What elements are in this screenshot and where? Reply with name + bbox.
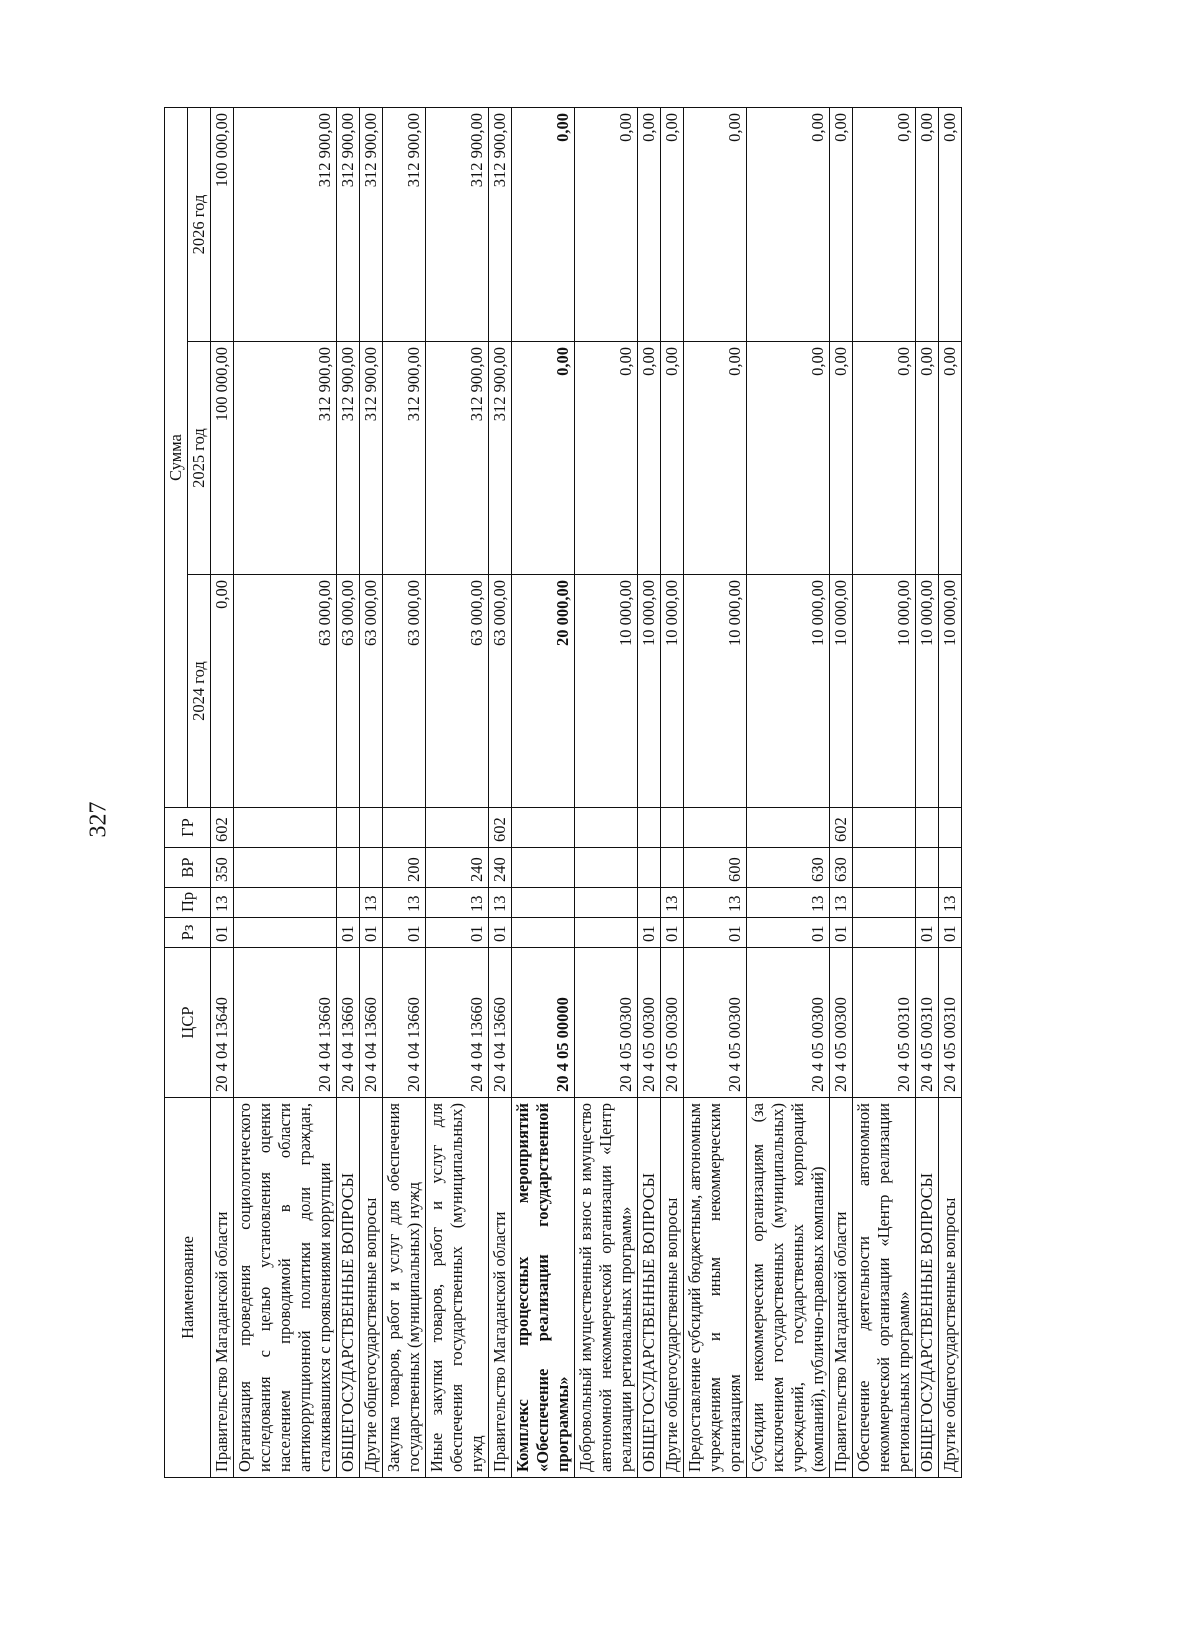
table-row bbox=[426, 107, 489, 1477]
cell-amount-2025: 312 900,00 bbox=[234, 342, 337, 575]
cell-name: ОБЩЕГОСУДАРСТВЕННЫЕ ВОПРОСЫ bbox=[916, 1098, 939, 1478]
cell-rz: 01 bbox=[383, 918, 426, 948]
cell-vr bbox=[916, 848, 939, 888]
cell-amount-2024: 63 000,00 bbox=[360, 575, 383, 808]
cell-amount-2026: 0,00 bbox=[939, 107, 962, 341]
cell-gr bbox=[383, 808, 426, 848]
cell-pr: 13 bbox=[426, 888, 489, 918]
cell-name: Правительство Магаданской области bbox=[211, 1098, 234, 1478]
cell-rz: 01 bbox=[489, 918, 512, 948]
rotated-page-content bbox=[164, 108, 1044, 1478]
table-row bbox=[211, 107, 234, 1477]
cell-vr bbox=[337, 848, 360, 888]
cell-gr bbox=[234, 808, 337, 848]
table-row bbox=[383, 107, 426, 1477]
cell-pr: 13 bbox=[684, 888, 747, 918]
cell-amount-2025: 312 900,00 bbox=[360, 342, 383, 575]
header-csr: ЦСР bbox=[165, 948, 211, 1098]
cell-vr: 240 bbox=[489, 848, 512, 888]
cell-pr: 13 bbox=[360, 888, 383, 918]
cell-gr bbox=[684, 808, 747, 848]
table-row bbox=[853, 107, 916, 1477]
cell-csr: 20 4 04 13660 bbox=[337, 948, 360, 1098]
cell-amount-2025: 0,00 bbox=[512, 342, 575, 575]
cell-gr bbox=[638, 808, 661, 848]
cell-amount-2024: 63 000,00 bbox=[234, 575, 337, 808]
table-row bbox=[234, 107, 337, 1477]
cell-vr: 350 bbox=[211, 848, 234, 888]
cell-vr: 630 bbox=[747, 848, 830, 888]
cell-name: Предоставление субсидий бюджетным, автономным учреждениям и иным некоммерческим организациям bbox=[684, 1098, 747, 1478]
table-row bbox=[360, 107, 383, 1477]
table-row bbox=[489, 107, 512, 1477]
table-row bbox=[512, 107, 575, 1477]
cell-name: Закупка товаров, работ и услуг для обеспечения государственных (муниципальных) нужд bbox=[383, 1098, 426, 1478]
cell-amount-2026: 312 900,00 bbox=[383, 107, 426, 341]
cell-rz: 01 bbox=[916, 918, 939, 948]
cell-rz: 01 bbox=[661, 918, 684, 948]
cell-amount-2024: 20 000,00 bbox=[512, 575, 575, 808]
cell-amount-2024: 10 000,00 bbox=[575, 575, 638, 808]
cell-name: Правительство Магаданской области bbox=[489, 1098, 512, 1478]
cell-amount-2025: 0,00 bbox=[575, 342, 638, 575]
header-row-top bbox=[165, 107, 188, 1477]
cell-name: Добровольный имущественный взнос в имущество автономной некоммерческой организации «Центр реализации региональных программ» bbox=[575, 1098, 638, 1478]
cell-pr: 13 bbox=[383, 888, 426, 918]
cell-rz: 01 bbox=[684, 918, 747, 948]
cell-csr: 20 4 04 13660 bbox=[383, 948, 426, 1098]
cell-amount-2024: 10 000,00 bbox=[830, 575, 853, 808]
cell-gr bbox=[661, 808, 684, 848]
cell-csr: 20 4 05 00300 bbox=[575, 948, 638, 1098]
cell-csr: 20 4 05 00300 bbox=[684, 948, 747, 1098]
page-number: 327 bbox=[85, 801, 112, 838]
cell-amount-2024: 63 000,00 bbox=[337, 575, 360, 808]
table-row bbox=[830, 107, 853, 1477]
cell-amount-2024: 10 000,00 bbox=[853, 575, 916, 808]
cell-name: ОБЩЕГОСУДАРСТВЕННЫЕ ВОПРОСЫ bbox=[638, 1098, 661, 1478]
cell-vr bbox=[360, 848, 383, 888]
cell-csr: 20 4 05 00310 bbox=[916, 948, 939, 1098]
cell-amount-2026: 0,00 bbox=[853, 107, 916, 341]
cell-pr bbox=[853, 888, 916, 918]
cell-vr bbox=[661, 848, 684, 888]
cell-rz bbox=[853, 918, 916, 948]
cell-name: Организация проведения социологического исследования с целью установления оценки населением проводимой в области антикоррупционной политики доли граждан, сталкивавшихся с проявлениями коррупции bbox=[234, 1098, 337, 1478]
cell-name: Другие общегосударственные вопросы bbox=[360, 1098, 383, 1478]
cell-amount-2025: 312 900,00 bbox=[337, 342, 360, 575]
cell-csr: 20 4 05 00310 bbox=[939, 948, 962, 1098]
cell-rz: 01 bbox=[360, 918, 383, 948]
cell-amount-2025: 312 900,00 bbox=[489, 342, 512, 575]
cell-vr bbox=[234, 848, 337, 888]
cell-vr: 240 bbox=[426, 848, 489, 888]
cell-csr: 20 4 04 13660 bbox=[489, 948, 512, 1098]
cell-amount-2026: 0,00 bbox=[512, 107, 575, 341]
cell-gr: 602 bbox=[489, 808, 512, 848]
cell-pr bbox=[638, 888, 661, 918]
table-row bbox=[939, 107, 962, 1477]
cell-pr: 13 bbox=[830, 888, 853, 918]
header-name: Наименование bbox=[165, 1098, 211, 1478]
cell-vr: 630 bbox=[830, 848, 853, 888]
cell-pr: 13 bbox=[661, 888, 684, 918]
cell-amount-2025: 0,00 bbox=[661, 342, 684, 575]
header-year-2026: 2026 год bbox=[188, 107, 211, 341]
cell-amount-2024: 0,00 bbox=[211, 575, 234, 808]
cell-csr: 20 4 04 13660 bbox=[234, 948, 337, 1098]
cell-amount-2024: 63 000,00 bbox=[426, 575, 489, 808]
cell-amount-2026: 312 900,00 bbox=[489, 107, 512, 341]
cell-amount-2026: 312 900,00 bbox=[337, 107, 360, 341]
cell-amount-2025: 0,00 bbox=[638, 342, 661, 575]
cell-name: Другие общегосударственные вопросы bbox=[661, 1098, 684, 1478]
cell-amount-2026: 0,00 bbox=[638, 107, 661, 341]
cell-gr bbox=[939, 808, 962, 848]
cell-pr: 13 bbox=[489, 888, 512, 918]
cell-name: Правительство Магаданской области bbox=[830, 1098, 853, 1478]
cell-rz: 01 bbox=[830, 918, 853, 948]
cell-vr bbox=[638, 848, 661, 888]
cell-amount-2025: 0,00 bbox=[853, 342, 916, 575]
cell-rz: 01 bbox=[211, 918, 234, 948]
cell-amount-2024: 10 000,00 bbox=[747, 575, 830, 808]
header-gr: ГР bbox=[165, 808, 211, 848]
cell-gr bbox=[512, 808, 575, 848]
cell-vr: 600 bbox=[684, 848, 747, 888]
cell-vr bbox=[939, 848, 962, 888]
cell-csr: 20 4 05 00000 bbox=[512, 948, 575, 1098]
cell-vr bbox=[512, 848, 575, 888]
cell-gr: 602 bbox=[830, 808, 853, 848]
cell-name: ОБЩЕГОСУДАРСТВЕННЫЕ ВОПРОСЫ bbox=[337, 1098, 360, 1478]
cell-pr bbox=[916, 888, 939, 918]
table-row bbox=[337, 107, 360, 1477]
cell-name: Другие общегосударственные вопросы bbox=[939, 1098, 962, 1478]
table-row bbox=[684, 107, 747, 1477]
table-row bbox=[638, 107, 661, 1477]
cell-amount-2024: 63 000,00 bbox=[383, 575, 426, 808]
cell-amount-2026: 0,00 bbox=[661, 107, 684, 341]
cell-amount-2024: 10 000,00 bbox=[638, 575, 661, 808]
cell-rz: 01 bbox=[939, 918, 962, 948]
header-vr: ВР bbox=[165, 848, 211, 888]
cell-pr bbox=[234, 888, 337, 918]
cell-amount-2026: 312 900,00 bbox=[234, 107, 337, 341]
cell-amount-2025: 0,00 bbox=[916, 342, 939, 575]
cell-amount-2026: 0,00 bbox=[830, 107, 853, 341]
table-row bbox=[916, 107, 939, 1477]
cell-amount-2026: 0,00 bbox=[575, 107, 638, 341]
cell-name: Обеспечение деятельности автономной некоммерческой организации «Центр реализации региональных программ» bbox=[853, 1098, 916, 1478]
header-year-2024: 2024 год bbox=[188, 575, 211, 808]
cell-name: Иные закупки товаров, работ и услуг для обеспечения государственных (муниципальных) нужд bbox=[426, 1098, 489, 1478]
cell-amount-2026: 312 900,00 bbox=[426, 107, 489, 341]
cell-gr: 602 bbox=[211, 808, 234, 848]
cell-rz: 01 bbox=[638, 918, 661, 948]
cell-amount-2025: 0,00 bbox=[939, 342, 962, 575]
table-row bbox=[575, 107, 638, 1477]
cell-gr bbox=[747, 808, 830, 848]
cell-rz bbox=[575, 918, 638, 948]
cell-gr bbox=[853, 808, 916, 848]
cell-amount-2024: 10 000,00 bbox=[916, 575, 939, 808]
header-year-2025: 2025 год bbox=[188, 342, 211, 575]
header-sum: Сумма bbox=[165, 107, 188, 807]
cell-amount-2025: 312 900,00 bbox=[426, 342, 489, 575]
cell-amount-2025: 100 000,00 bbox=[211, 342, 234, 575]
cell-rz: 01 bbox=[337, 918, 360, 948]
cell-gr bbox=[337, 808, 360, 848]
cell-csr: 20 4 05 00300 bbox=[747, 948, 830, 1098]
cell-gr bbox=[916, 808, 939, 848]
cell-csr: 20 4 05 00310 bbox=[853, 948, 916, 1098]
cell-pr bbox=[575, 888, 638, 918]
cell-gr bbox=[426, 808, 489, 848]
cell-amount-2026: 0,00 bbox=[684, 107, 747, 341]
cell-csr: 20 4 04 13660 bbox=[360, 948, 383, 1098]
cell-amount-2025: 312 900,00 bbox=[383, 342, 426, 575]
cell-csr: 20 4 05 00300 bbox=[638, 948, 661, 1098]
cell-rz bbox=[234, 918, 337, 948]
table-row bbox=[661, 107, 684, 1477]
header-rz: Рз bbox=[165, 918, 211, 948]
cell-rz: 01 bbox=[426, 918, 489, 948]
cell-csr: 20 4 05 00300 bbox=[661, 948, 684, 1098]
cell-amount-2026: 100 000,00 bbox=[211, 107, 234, 341]
cell-amount-2024: 10 000,00 bbox=[661, 575, 684, 808]
cell-amount-2024: 10 000,00 bbox=[939, 575, 962, 808]
cell-amount-2025: 0,00 bbox=[684, 342, 747, 575]
cell-csr: 20 4 05 00300 bbox=[830, 948, 853, 1098]
cell-amount-2024: 10 000,00 bbox=[684, 575, 747, 808]
cell-rz: 01 bbox=[747, 918, 830, 948]
header-pr: Пр bbox=[165, 888, 211, 918]
cell-pr bbox=[512, 888, 575, 918]
table-row bbox=[747, 107, 830, 1477]
cell-amount-2025: 0,00 bbox=[747, 342, 830, 575]
cell-pr: 13 bbox=[939, 888, 962, 918]
cell-rz bbox=[512, 918, 575, 948]
table-body bbox=[211, 107, 962, 1477]
cell-vr bbox=[853, 848, 916, 888]
cell-amount-2026: 0,00 bbox=[916, 107, 939, 341]
cell-vr bbox=[575, 848, 638, 888]
cell-gr bbox=[575, 808, 638, 848]
cell-pr: 13 bbox=[211, 888, 234, 918]
cell-pr bbox=[337, 888, 360, 918]
cell-csr: 20 4 04 13660 bbox=[426, 948, 489, 1098]
cell-name: Комплекс процессных мероприятий «Обеспечение реализации государственной программы» bbox=[512, 1098, 575, 1478]
cell-pr: 13 bbox=[747, 888, 830, 918]
cell-amount-2025: 0,00 bbox=[830, 342, 853, 575]
cell-amount-2026: 0,00 bbox=[747, 107, 830, 341]
cell-csr: 20 4 04 13640 bbox=[211, 948, 234, 1098]
cell-gr bbox=[360, 808, 383, 848]
cell-amount-2024: 63 000,00 bbox=[489, 575, 512, 808]
cell-name: Субсидии некоммерческим организациям (за исключением государственных (муниципальных) учреждений, государственных корпораций (компаний), публично-правовых компаний) bbox=[747, 1098, 830, 1478]
budget-table bbox=[164, 107, 962, 1478]
cell-amount-2026: 312 900,00 bbox=[360, 107, 383, 341]
cell-vr: 200 bbox=[383, 848, 426, 888]
